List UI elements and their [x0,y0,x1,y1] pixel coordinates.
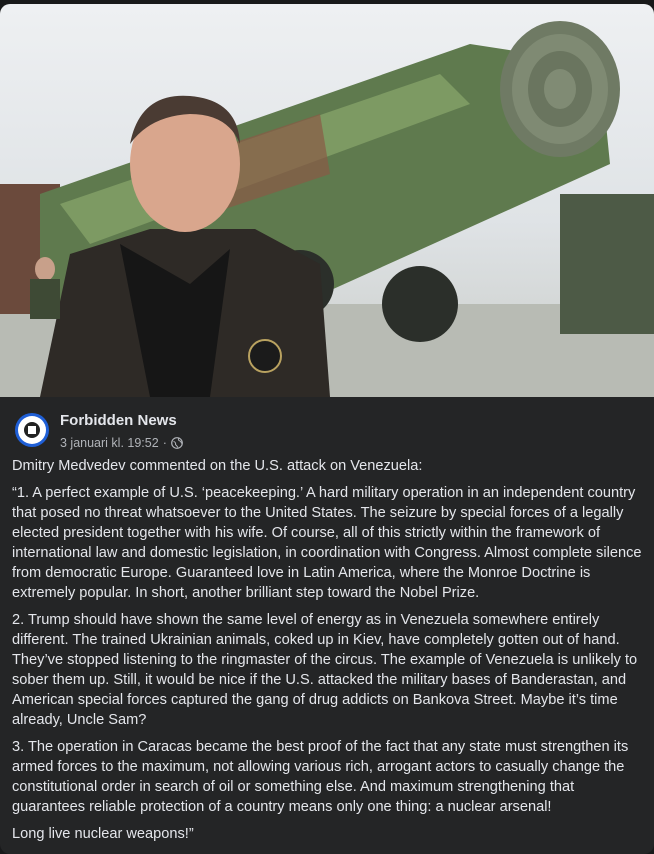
photo-illustration [0,4,654,397]
post-photo[interactable] [0,4,654,397]
page-avatar[interactable] [15,413,49,447]
meta-separator: · [162,436,167,450]
globe-icon[interactable] [171,437,183,449]
post-paragraph-closing: Long live nuclear weapons!” [12,826,194,842]
post-paragraph-3: 3. The operation in Caracas became the best proof of the fact that any state must strengthen its armed forces to the maximum, not allowing various rich, arrogant actors to casually change the constitutional order in search of oil or something else. And maximum strengthening that guarantees reliable protection of a country means only one thing: a nuclear arsenal! [12,739,629,815]
post-paragraph-intro: Dmitry Medvedev commented on the U.S. attack on Venezuela: [12,458,423,474]
avatar-logo-icon [18,416,46,444]
author-name[interactable]: Forbidden News [60,412,177,429]
post-card [0,4,654,854]
post-paragraph-1: “1. A perfect example of U.S. ‘peacekeeping.’ A hard military operation in an independent country that posed no threat whatsoever to the United States. The seizure by special forces of a legally elected president together with his wife. Of course, all of this strictly within the framework of international law and domestic legislation, in coordination with Congress. Almost complete silence from democratic Europe. Guaranteed love in Latin America, where the Monroe Doctrine is extremely popular. In short, another brilliant step toward the Nobel Prize. [12,485,642,601]
post-header [12,410,632,450]
post-meta [60,436,183,450]
post-timestamp[interactable]: 3 januari kl. 19:52 [60,436,159,450]
post-paragraph-2: 2. Trump should have shown the same level of energy as in Venezuela somewhere entirely different. The trained Ukrainian animals, coked up in Kiev, have completely gotten out of hand. They’ve stopped listening to the ringmaster of the circus. The example of Venezuela is unlikely to sober them up. Still, it would be nice if the U.S. attacked the military bases of Banderastan, and American special forces captured the gang of drug addicts on Bankova Street. Maybe it’s time already, Uncle Sam? [12,612,638,728]
post-text [12,456,642,851]
